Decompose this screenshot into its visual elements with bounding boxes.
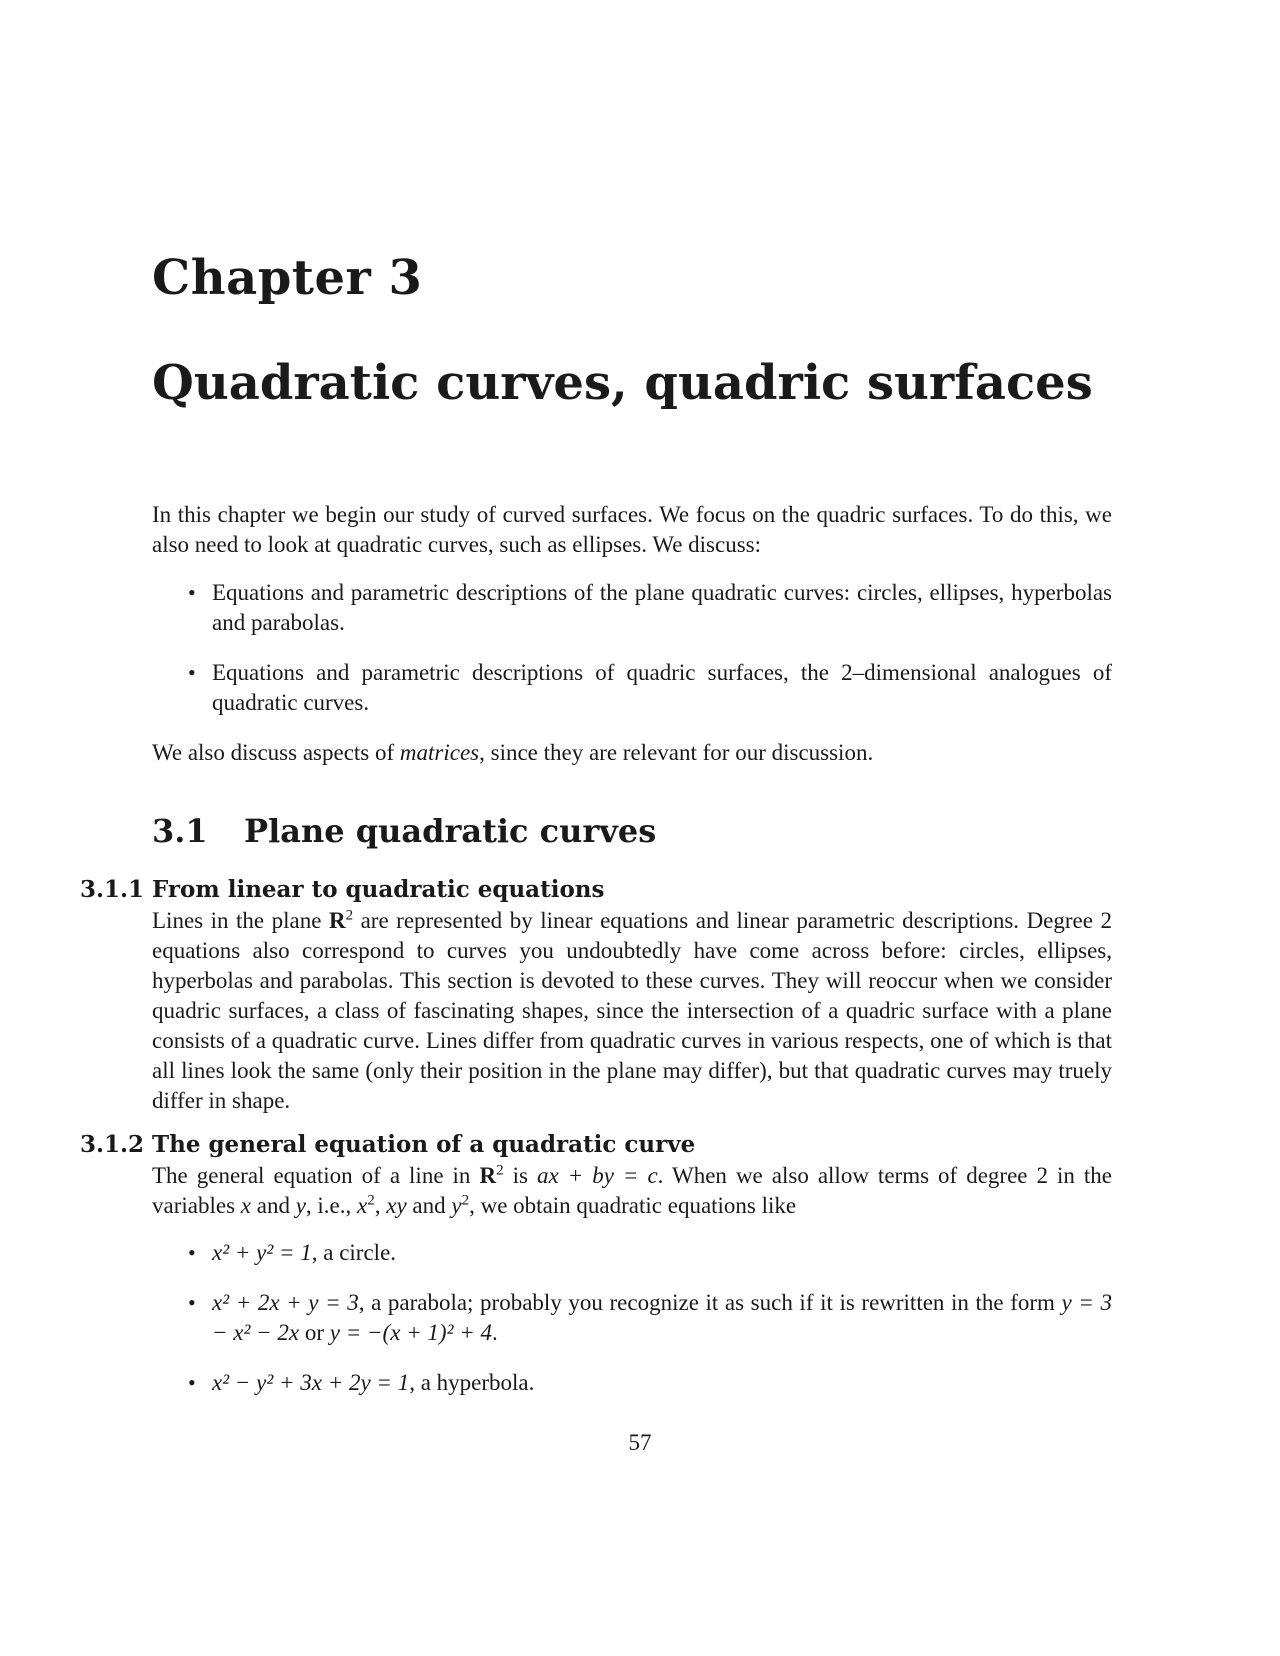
list-item-text: or (299, 1320, 330, 1345)
subsection-number: 3.1.1 (80, 876, 145, 903)
paragraph-text: The general equation of a line in (152, 1163, 480, 1188)
circle-equation: x² + y² = 1 (212, 1240, 312, 1265)
list-item-text: , a circle. (311, 1240, 397, 1265)
section-number: 3.1 (152, 812, 208, 850)
outro-text-end: , since they are relevant for our discussion. (479, 740, 874, 765)
bullet-icon: • (188, 1240, 196, 1265)
list-item (152, 1288, 1112, 1348)
subsection-title: From linear to quadratic equations (152, 876, 605, 903)
subsection-heading (80, 876, 604, 903)
list-item (152, 578, 1112, 638)
paragraph-text: is (503, 1163, 537, 1188)
page-number: 57 (628, 1430, 652, 1455)
line-equation: ax + by = c (536, 1163, 658, 1188)
paragraph-text: are represented by linear equations and linear parametric descriptions. Degree 2 equations also correspond to curves you undoubtedly have come across before: circles, ellipses, hyperbolas and parabolas. This section is devoted to these curves. They will reoccur when we consider quadric surfaces, a class of fascinating shapes, since the intersection of a quadric surface with a plane consists of a quadratic curve. Lines differ from quadratic curves in various respects, one of which is that all lines look the same (only their position in the plane may differ), but that quadratic curves may truely differ in shape. (152, 908, 1112, 1113)
list-item (152, 1368, 1112, 1398)
parabola-vertex-equation: y = −(x + 1)² + 4 (329, 1320, 492, 1345)
exponent: 2 (367, 1192, 375, 1209)
variable: y (295, 1193, 306, 1218)
equation-bullet-list (152, 1238, 1112, 1398)
variable: x (357, 1193, 368, 1218)
bullet-icon: • (188, 660, 196, 685)
intro-paragraph: In this chapter we begin our study of curved surfaces. We focus on the quadric surfaces. To do this, we also need to look at quadratic curves, such as ellipses. We discuss: (152, 502, 1112, 557)
list-item-text: Equations and parametric descriptions of the plane quadratic curves: circles, ellipses, hyperbolas and parabolas. (212, 580, 1112, 635)
real-plane-symbol: R (328, 908, 346, 933)
section-heading (152, 812, 656, 850)
variable: y (451, 1193, 462, 1218)
real-plane-symbol: R (479, 1163, 497, 1188)
section-title: Plane quadratic curves (244, 812, 657, 850)
outro-emphasis: matrices (399, 740, 480, 765)
subsection-paragraph (152, 1161, 1112, 1221)
bullet-icon: • (188, 1290, 196, 1315)
chapter-title: Quadratic curves, quadric surfaces (152, 355, 1093, 411)
exponent: 2 (496, 1162, 504, 1179)
hyperbola-equation: x² − y² + 3x + 2y = 1 (212, 1370, 410, 1395)
list-item-text: , a parabola; probably you recognize it as such if it is rewritten in the form (358, 1290, 1062, 1315)
exponent: 2 (461, 1192, 470, 1209)
variable: xy (386, 1193, 407, 1218)
bullet-icon: • (188, 1370, 196, 1395)
list-item (152, 658, 1112, 718)
variable: x (240, 1193, 251, 1218)
parabola-rewritten-equation: y = 3 − x² − 2x (212, 1290, 1112, 1345)
subsection-title: The general equation of a quadratic curve (152, 1131, 696, 1158)
intro-bullet-list (152, 578, 1112, 718)
outro-text: We also discuss aspects of (152, 740, 400, 765)
chapter-label: Chapter 3 (152, 250, 423, 306)
intro-outro-paragraph (152, 738, 1112, 768)
list-item-text: . (492, 1320, 498, 1345)
paragraph-text: , we obtain quadratic equations like (469, 1193, 797, 1218)
parabola-equation: x² + 2x + y = 3 (212, 1290, 359, 1315)
bullet-icon: • (188, 580, 196, 605)
list-item-text: , a hyperbola. (409, 1370, 535, 1395)
list-item-text: Equations and parametric descriptions of quadric surfaces, the 2–dimensional analogues of quadratic curves. (212, 660, 1112, 715)
paragraph-text: , (374, 1193, 387, 1218)
paragraph-text: . When we also allow terms of degree 2 in the variables (152, 1163, 1113, 1218)
paragraph-text: , i.e., (305, 1193, 358, 1218)
list-item (152, 1238, 1112, 1268)
paragraph-text: and (250, 1193, 296, 1218)
exponent: 2 (345, 907, 354, 924)
subsection-number: 3.1.2 (80, 1131, 145, 1158)
subsection-paragraph (152, 906, 1112, 1116)
paragraph-text: Lines in the plane (152, 908, 329, 933)
subsection-heading (80, 1131, 695, 1158)
paragraph-text: and (406, 1193, 452, 1218)
